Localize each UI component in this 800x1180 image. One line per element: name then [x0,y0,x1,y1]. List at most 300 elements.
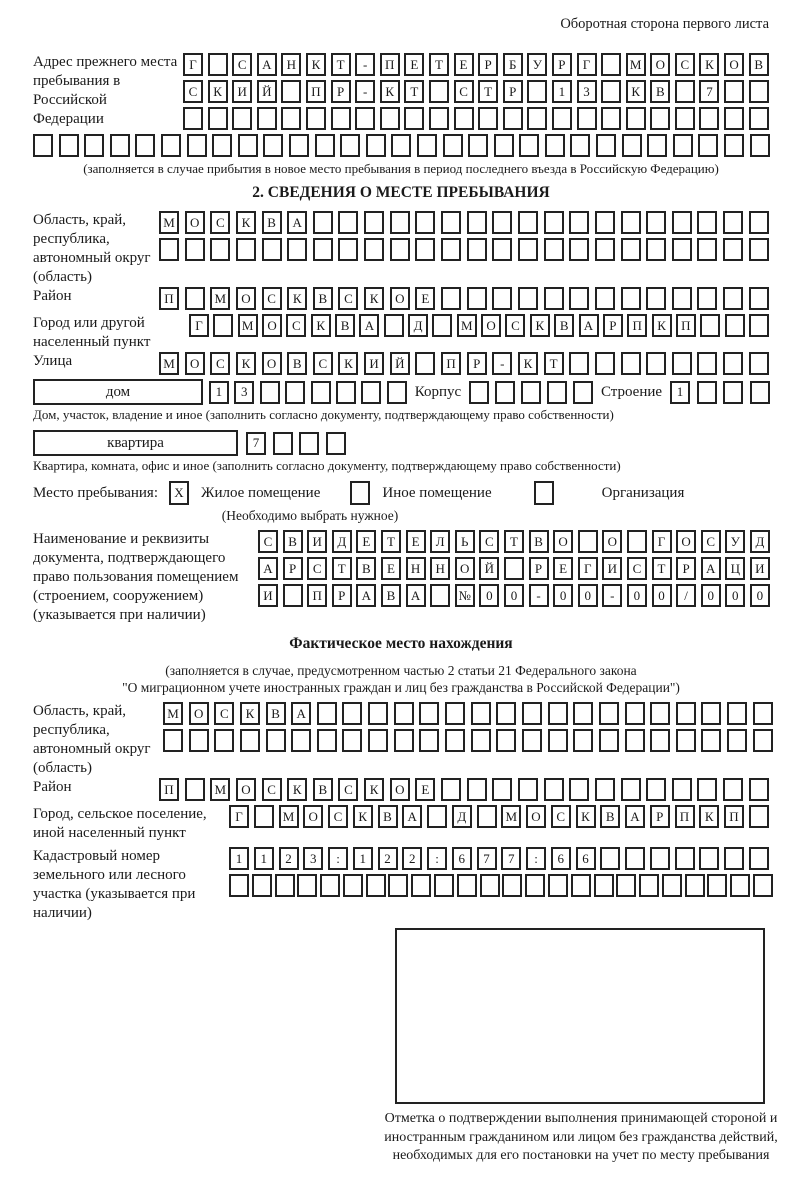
korpus-boxes[interactable] [469,381,593,404]
char-box[interactable]: М [159,352,179,375]
char-box[interactable] [317,729,337,752]
char-box[interactable] [650,702,670,725]
char-box[interactable] [285,381,305,404]
char-box[interactable]: О [236,287,256,310]
char-box[interactable] [707,874,727,897]
char-box[interactable] [281,107,301,130]
char-box[interactable]: В [313,287,333,310]
char-box[interactable]: 7 [246,432,266,455]
char-box[interactable]: Р [650,805,670,828]
char-box[interactable]: Г [183,53,203,76]
char-box[interactable] [699,107,719,130]
char-box[interactable]: С [262,287,282,310]
char-box[interactable] [573,381,593,404]
char-box[interactable]: Т [332,557,352,580]
char-box[interactable] [672,352,692,375]
char-box[interactable]: О [390,778,410,801]
char-box[interactable] [441,287,461,310]
char-box[interactable]: Й [479,557,499,580]
char-box[interactable] [673,134,693,157]
char-box[interactable] [518,211,538,234]
char-box[interactable] [443,134,463,157]
char-box[interactable] [697,211,717,234]
char-box[interactable]: А [625,805,645,828]
char-box[interactable] [496,729,516,752]
char-box[interactable]: С [313,352,333,375]
char-box[interactable] [650,729,670,752]
char-box[interactable] [291,729,311,752]
document-row-3[interactable] [258,584,770,607]
char-box[interactable] [527,80,547,103]
char-box[interactable]: 1 [229,847,249,870]
char-box[interactable] [616,874,636,897]
char-box[interactable] [723,287,743,310]
char-box[interactable]: Д [452,805,472,828]
char-box[interactable] [336,381,356,404]
char-box[interactable] [621,238,641,261]
char-box[interactable] [750,381,770,404]
char-box[interactable]: М [210,287,230,310]
char-box[interactable]: П [306,80,326,103]
char-box[interactable]: Е [454,53,474,76]
char-box[interactable] [326,432,346,455]
char-box[interactable]: О [262,352,282,375]
char-box[interactable] [599,702,619,725]
char-box[interactable] [315,134,335,157]
char-box[interactable]: А [701,557,721,580]
char-box[interactable] [518,238,538,261]
char-box[interactable]: Е [406,530,426,553]
char-box[interactable] [477,805,497,828]
char-box[interactable]: О [526,805,546,828]
char-box[interactable]: 0 [750,584,770,607]
prev-address-row-3[interactable] [183,107,769,130]
char-box[interactable] [441,211,461,234]
char-box[interactable] [548,729,568,752]
char-box[interactable] [749,847,769,870]
char-box[interactable] [600,847,620,870]
char-box[interactable]: С [183,80,203,103]
char-box[interactable]: П [627,314,647,337]
char-box[interactable]: С [701,530,721,553]
char-box[interactable]: С [479,530,499,553]
char-box[interactable]: К [699,805,719,828]
char-box[interactable] [366,134,386,157]
char-box[interactable]: Р [331,80,351,103]
char-box[interactable]: - [602,584,622,607]
char-box[interactable]: С [214,702,234,725]
char-box[interactable]: В [335,314,355,337]
char-box[interactable] [441,778,461,801]
char-box[interactable] [185,778,205,801]
char-box[interactable] [625,847,645,870]
char-box[interactable]: 0 [627,584,647,607]
char-box[interactable]: К [338,352,358,375]
char-box[interactable]: Р [467,352,487,375]
char-box[interactable]: 0 [578,584,598,607]
char-box[interactable] [724,134,744,157]
prev-address-row-4[interactable] [33,134,770,157]
char-box[interactable] [432,314,452,337]
char-box[interactable]: О [185,352,205,375]
char-box[interactable] [185,238,205,261]
char-box[interactable] [297,874,317,897]
char-box[interactable] [467,287,487,310]
char-box[interactable] [368,702,388,725]
char-box[interactable]: С [328,805,348,828]
char-box[interactable] [749,314,769,337]
char-box[interactable]: В [262,211,282,234]
char-box[interactable] [724,80,744,103]
char-box[interactable]: К [626,80,646,103]
char-box[interactable] [749,805,769,828]
char-box[interactable] [471,729,491,752]
char-box[interactable] [471,702,491,725]
char-box[interactable] [522,702,542,725]
char-box[interactable]: 0 [652,584,672,607]
char-box[interactable]: Н [281,53,301,76]
char-box[interactable] [496,702,516,725]
char-box[interactable]: Б [503,53,523,76]
char-box[interactable]: 1 [209,381,229,404]
char-box[interactable]: А [258,557,278,580]
char-box[interactable] [548,702,568,725]
char-box[interactable] [338,211,358,234]
char-box[interactable] [685,874,705,897]
char-box[interactable] [723,352,743,375]
char-box[interactable] [468,134,488,157]
char-box[interactable]: Р [283,557,303,580]
char-box[interactable]: В [283,530,303,553]
char-box[interactable] [252,874,272,897]
char-box[interactable] [240,729,260,752]
char-box[interactable] [214,729,234,752]
factual-gorod-row[interactable] [229,805,769,828]
stroenie-boxes[interactable] [670,381,770,404]
char-box[interactable]: В [356,557,376,580]
checkbox-organizatsiya[interactable] [534,481,554,505]
char-box[interactable]: У [725,530,745,553]
char-box[interactable]: С [307,557,327,580]
char-box[interactable] [257,107,277,130]
char-box[interactable] [569,352,589,375]
char-box[interactable] [723,778,743,801]
char-box[interactable] [573,702,593,725]
char-box[interactable] [647,134,667,157]
char-box[interactable] [545,134,565,157]
char-box[interactable]: 6 [452,847,472,870]
char-box[interactable] [394,729,414,752]
char-box[interactable]: Р [603,314,623,337]
char-box[interactable] [492,238,512,261]
char-box[interactable] [306,107,326,130]
char-box[interactable] [135,134,155,157]
char-box[interactable]: О [262,314,282,337]
char-box[interactable]: И [364,352,384,375]
char-box[interactable]: 3 [577,80,597,103]
char-box[interactable]: К [518,352,538,375]
char-box[interactable]: Р [503,80,523,103]
char-box[interactable] [212,134,232,157]
char-box[interactable]: У [527,53,547,76]
char-box[interactable]: 7 [501,847,521,870]
char-box[interactable] [59,134,79,157]
char-box[interactable] [317,702,337,725]
char-box[interactable]: С [454,80,474,103]
char-box[interactable] [697,287,717,310]
char-box[interactable] [544,778,564,801]
char-box[interactable] [662,874,682,897]
char-box[interactable] [552,107,572,130]
char-box[interactable]: С [232,53,252,76]
char-box[interactable]: № [455,584,475,607]
char-box[interactable]: И [258,584,278,607]
dom-widebox[interactable]: дом [33,379,203,405]
char-box[interactable] [626,107,646,130]
char-box[interactable]: К [652,314,672,337]
char-box[interactable]: К [576,805,596,828]
char-box[interactable] [454,107,474,130]
char-box[interactable]: О [189,702,209,725]
char-box[interactable] [366,874,386,897]
char-box[interactable]: О [455,557,475,580]
char-box[interactable] [700,314,720,337]
char-box[interactable] [364,238,384,261]
char-box[interactable]: 6 [551,847,571,870]
char-box[interactable] [518,778,538,801]
char-box[interactable]: О [650,53,670,76]
char-box[interactable] [697,381,717,404]
char-box[interactable] [404,107,424,130]
char-box[interactable] [159,238,179,261]
char-box[interactable]: К [287,287,307,310]
char-box[interactable]: М [159,211,179,234]
char-box[interactable]: К [380,80,400,103]
char-box[interactable]: Р [552,53,572,76]
char-box[interactable]: 7 [477,847,497,870]
char-box[interactable] [342,729,362,752]
char-box[interactable]: Е [415,287,435,310]
char-box[interactable]: С [210,352,230,375]
char-box[interactable] [238,134,258,157]
char-box[interactable]: В [749,53,769,76]
char-box[interactable]: Е [404,53,424,76]
char-box[interactable] [672,211,692,234]
char-box[interactable] [388,874,408,897]
char-box[interactable]: 0 [479,584,499,607]
char-box[interactable]: Г [577,53,597,76]
char-box[interactable]: / [676,584,696,607]
char-box[interactable] [621,287,641,310]
char-box[interactable] [355,107,375,130]
char-box[interactable] [415,352,435,375]
char-box[interactable] [573,729,593,752]
char-box[interactable] [723,381,743,404]
char-box[interactable] [283,584,303,607]
char-box[interactable] [672,778,692,801]
char-box[interactable] [394,702,414,725]
char-box[interactable]: П [159,287,179,310]
char-box[interactable] [595,352,615,375]
char-box[interactable] [621,778,641,801]
char-box[interactable]: Т [544,352,564,375]
char-box[interactable] [445,729,465,752]
char-box[interactable] [727,702,747,725]
char-box[interactable] [390,238,410,261]
char-box[interactable]: А [579,314,599,337]
char-box[interactable] [749,80,769,103]
char-box[interactable] [595,211,615,234]
char-box[interactable] [723,238,743,261]
char-box[interactable] [698,134,718,157]
char-box[interactable] [504,557,524,580]
char-box[interactable]: К [699,53,719,76]
char-box[interactable] [621,211,641,234]
gorod-row[interactable] [189,314,769,337]
char-box[interactable]: И [602,557,622,580]
char-box[interactable] [187,134,207,157]
char-box[interactable]: В [378,805,398,828]
char-box[interactable] [699,847,719,870]
char-box[interactable]: А [406,584,426,607]
char-box[interactable] [492,211,512,234]
char-box[interactable] [697,778,717,801]
char-box[interactable] [281,80,301,103]
char-box[interactable] [289,134,309,157]
char-box[interactable] [189,729,209,752]
char-box[interactable] [273,432,293,455]
char-box[interactable] [750,134,770,157]
char-box[interactable] [525,874,545,897]
char-box[interactable]: О [185,211,205,234]
char-box[interactable] [697,352,717,375]
char-box[interactable]: И [750,557,770,580]
char-box[interactable] [601,53,621,76]
char-box[interactable]: Г [189,314,209,337]
char-box[interactable] [110,134,130,157]
char-box[interactable] [544,211,564,234]
char-box[interactable]: В [554,314,574,337]
char-box[interactable]: С [286,314,306,337]
char-box[interactable]: С [210,211,230,234]
char-box[interactable]: 0 [553,584,573,607]
char-box[interactable]: Т [331,53,351,76]
char-box[interactable] [419,702,439,725]
char-box[interactable] [467,778,487,801]
char-box[interactable]: Г [578,557,598,580]
char-box[interactable] [411,874,431,897]
char-box[interactable]: А [291,702,311,725]
char-box[interactable]: П [307,584,327,607]
char-box[interactable] [676,702,696,725]
char-box[interactable] [625,729,645,752]
char-box[interactable]: В [266,702,286,725]
char-box[interactable] [208,107,228,130]
char-box[interactable] [368,729,388,752]
char-box[interactable] [571,874,591,897]
char-box[interactable] [675,847,695,870]
char-box[interactable] [84,134,104,157]
char-box[interactable]: О [676,530,696,553]
char-box[interactable] [701,702,721,725]
char-box[interactable] [210,238,230,261]
char-box[interactable] [232,107,252,130]
factual-oblast-row-2[interactable] [163,729,773,752]
char-box[interactable] [313,211,333,234]
dom-number-boxes[interactable] [209,381,407,404]
char-box[interactable] [675,80,695,103]
char-box[interactable]: М [501,805,521,828]
char-box[interactable]: К [364,287,384,310]
char-box[interactable] [672,238,692,261]
char-box[interactable]: : [526,847,546,870]
char-box[interactable]: Р [529,557,549,580]
char-box[interactable]: 1 [552,80,572,103]
char-box[interactable]: Р [676,557,696,580]
char-box[interactable] [650,107,670,130]
char-box[interactable] [570,134,590,157]
char-box[interactable] [646,211,666,234]
char-box[interactable]: - [355,53,375,76]
char-box[interactable]: 3 [234,381,254,404]
char-box[interactable] [469,381,489,404]
raion-row[interactable] [159,287,769,310]
char-box[interactable] [749,107,769,130]
char-box[interactable] [672,287,692,310]
char-box[interactable] [502,874,522,897]
char-box[interactable]: М [457,314,477,337]
char-box[interactable]: К [306,53,326,76]
char-box[interactable]: С [338,778,358,801]
char-box[interactable]: 7 [699,80,719,103]
checkbox-zhiloe[interactable]: X [169,481,189,505]
char-box[interactable] [701,729,721,752]
char-box[interactable] [287,238,307,261]
kadastr-row-2[interactable] [229,874,773,897]
char-box[interactable] [320,874,340,897]
char-box[interactable]: П [675,805,695,828]
char-box[interactable] [236,238,256,261]
char-box[interactable] [299,432,319,455]
char-box[interactable]: К [530,314,550,337]
char-box[interactable] [594,874,614,897]
factual-oblast-row-1[interactable] [163,702,773,725]
char-box[interactable] [749,352,769,375]
char-box[interactable]: В [600,805,620,828]
char-box[interactable]: 0 [504,584,524,607]
char-box[interactable]: Ц [725,557,745,580]
char-box[interactable] [419,729,439,752]
char-box[interactable] [596,134,616,157]
char-box[interactable] [646,287,666,310]
char-box[interactable]: Н [430,557,450,580]
char-box[interactable]: : [427,847,447,870]
char-box[interactable]: Л [430,530,450,553]
char-box[interactable] [441,238,461,261]
char-box[interactable] [417,134,437,157]
char-box[interactable] [544,287,564,310]
char-box[interactable]: В [287,352,307,375]
char-box[interactable]: В [650,80,670,103]
char-box[interactable] [331,107,351,130]
char-box[interactable] [727,729,747,752]
char-box[interactable]: С [551,805,571,828]
char-box[interactable] [342,702,362,725]
char-box[interactable]: Й [257,80,277,103]
char-box[interactable] [527,107,547,130]
char-box[interactable] [275,874,295,897]
char-box[interactable]: Г [229,805,249,828]
